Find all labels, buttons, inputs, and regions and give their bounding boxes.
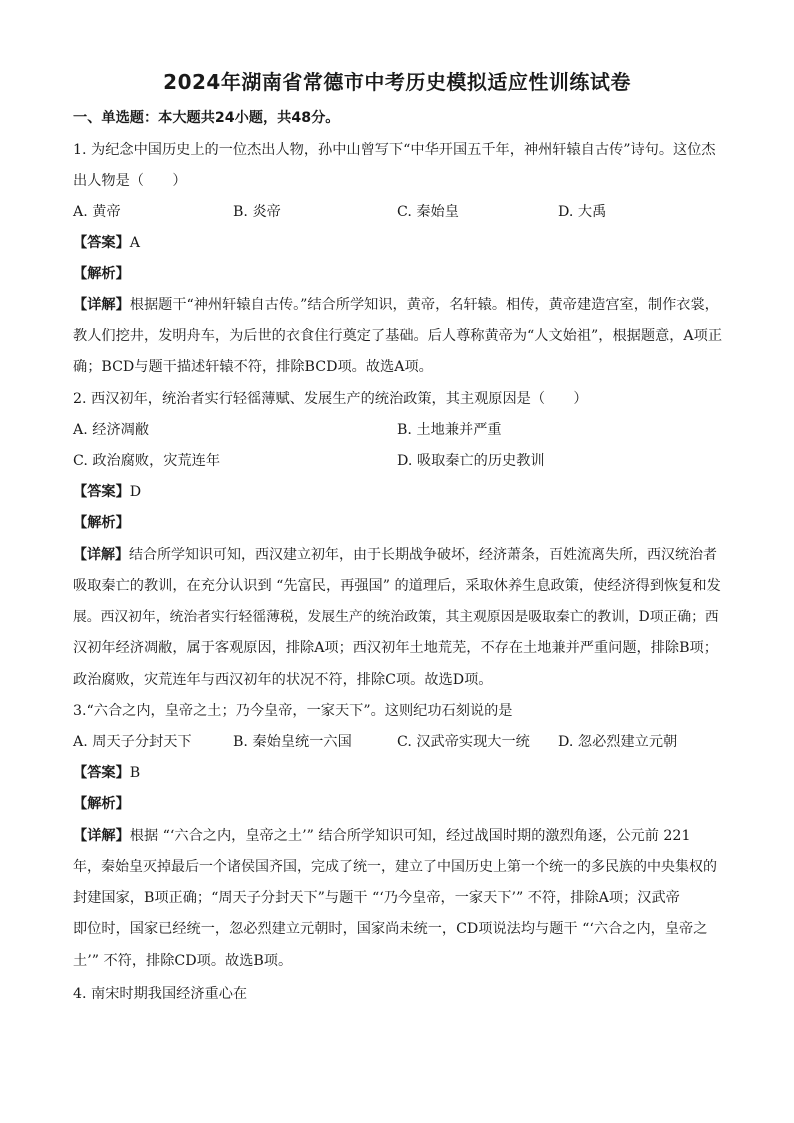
q2-detail-line-1 (73, 545, 723, 565)
q3-detail-text-1: 根据 “‘六合之内，皇帝之土’” 结合所学知识可知，经过战国时期的激烈角逐，公元前 221 (129, 828, 691, 844)
q2-answer-line (73, 482, 723, 502)
q2-option-c: C. 政治腐败，灾荒连年 (73, 453, 221, 469)
q2-analysis-label: 【解析】 (73, 515, 130, 531)
q3-option-b: B. 秦始皇统一六国 (233, 734, 352, 750)
q3-answer-line (73, 763, 723, 783)
q1-stem-line-2: 出人物是（ ） (73, 173, 187, 189)
q2-detail-line-4: 汉初年经济凋敝，属于客观原因，排除A项；西汉初年土地荒芜，不存在土地兼并严重问题，排除B项； (73, 640, 718, 656)
q3-detail-line-5: 土’” 不符，排除CD项。故选B项。 (73, 953, 293, 969)
q1-option-d: D. 大禹 (558, 204, 607, 220)
q3-detail-line-4: 即位时，国家已经统一，忽必烈建立元朝时，国家尚未统一，CD项说法均与题干 “‘六合之内，皇帝之 (73, 921, 708, 937)
q3-detail-line-2: 年，秦始皇灭掉最后一个诸侯国齐国，完成了统一，建立了中国历史上第一个统一的多民族的中央集权的 (73, 859, 717, 875)
q3-option-a: A. 周天子分封天下 (73, 734, 192, 750)
section-heading: 一、单选题：本大题共24小题，共48分。 (73, 110, 340, 126)
detail-label: 【详解】 (73, 297, 130, 313)
q2-answer-value: D (129, 484, 142, 500)
q2-detail-text-1: 结合所学知识可知，西汉建立初年，由于长期战争破坏，经济萧条，百姓流离失所，西汉统治者 (129, 547, 717, 563)
q2-detail-line-3: 展。西汉初年，统治者实行轻徭薄税，发展生产的统治政策，其主观原因是吸取秦亡的教训，D项正确；西 (73, 609, 719, 625)
detail-label: 【详解】 (73, 547, 129, 563)
q3-analysis-label: 【解析】 (73, 796, 130, 812)
q2-option-a: A. 经济凋敝 (73, 422, 150, 438)
q1-detail-line-3: 确；BCD与题干描述轩辕不符，排除BCD项。故选A项。 (73, 359, 433, 375)
q3-option-d: D. 忽必烈建立元朝 (558, 734, 678, 750)
q2-stem-line-1: 2. 西汉初年，统治者实行轻徭薄赋、发展生产的统治政策，其主观原因是（ ） (73, 391, 588, 407)
q2-option-b: B. 土地兼并严重 (397, 422, 502, 438)
answer-label: 【答案】 (73, 484, 130, 500)
q2-option-d: D. 吸取秦亡的历史教训 (397, 453, 545, 469)
detail-label: 【详解】 (73, 828, 130, 844)
q3-stem-line-1: 3.“六合之内，皇帝之土；乃今皇帝，一家天下”。这则纪功石刻说的是 (73, 703, 513, 719)
q3-detail-line-1 (73, 826, 723, 846)
q1-option-b: B. 炎帝 (233, 204, 281, 220)
q2-detail-line-5: 政治腐败，灾荒连年与西汉初年的状况不符，排除C项。故选D项。 (73, 672, 493, 688)
page-title: 2024年湖南省常德市中考历史模拟适应性训练试卷 (163, 70, 631, 94)
q3-detail-line-3: 封建国家，B项正确；“周天子分封天下”与题干 “‘乃今皇帝，一家天下’” 不符，排除A项；汉武帝 (73, 890, 680, 906)
q3-option-c: C. 汉武帝实现大一统 (397, 734, 530, 750)
q2-detail-line-2: 吸取秦亡的教训，在充分认识到 “先富民，再强国” 的道理后，采取休养生息政策，使经济得到恢复和发 (73, 578, 721, 594)
answer-label: 【答案】 (73, 235, 130, 251)
answer-label: 【答案】 (73, 765, 130, 781)
q1-option-a: A. 黄帝 (73, 204, 121, 220)
q3-answer-value: B (129, 765, 141, 781)
q1-detail-text-1: 根据题干“神州轩辕自古传。”结合所学知识，黄帝，名轩辕。相传，黄帝建造宫室，制作衣裳， (129, 297, 719, 313)
q4-stem-line-1: 4. 南宋时期我国经济重心在 (73, 986, 248, 1002)
q1-detail-line-1 (73, 295, 723, 315)
q1-option-c: C. 秦始皇 (397, 204, 459, 220)
q1-answer-line (73, 233, 723, 253)
q1-detail-line-2: 教人们挖井，发明舟车，为后世的衣食住行奠定了基础。后人尊称黄帝为“人文始祖”，根据题意，A项正 (73, 328, 723, 344)
q1-answer-value: A (129, 235, 141, 251)
q1-analysis-label: 【解析】 (73, 266, 130, 282)
q1-stem-line-1: 1. 为纪念中国历史上的一位杰出人物，孙中山曾写下“中华开国五千年，神州轩辕自古传”诗句。这位杰 (73, 142, 716, 158)
